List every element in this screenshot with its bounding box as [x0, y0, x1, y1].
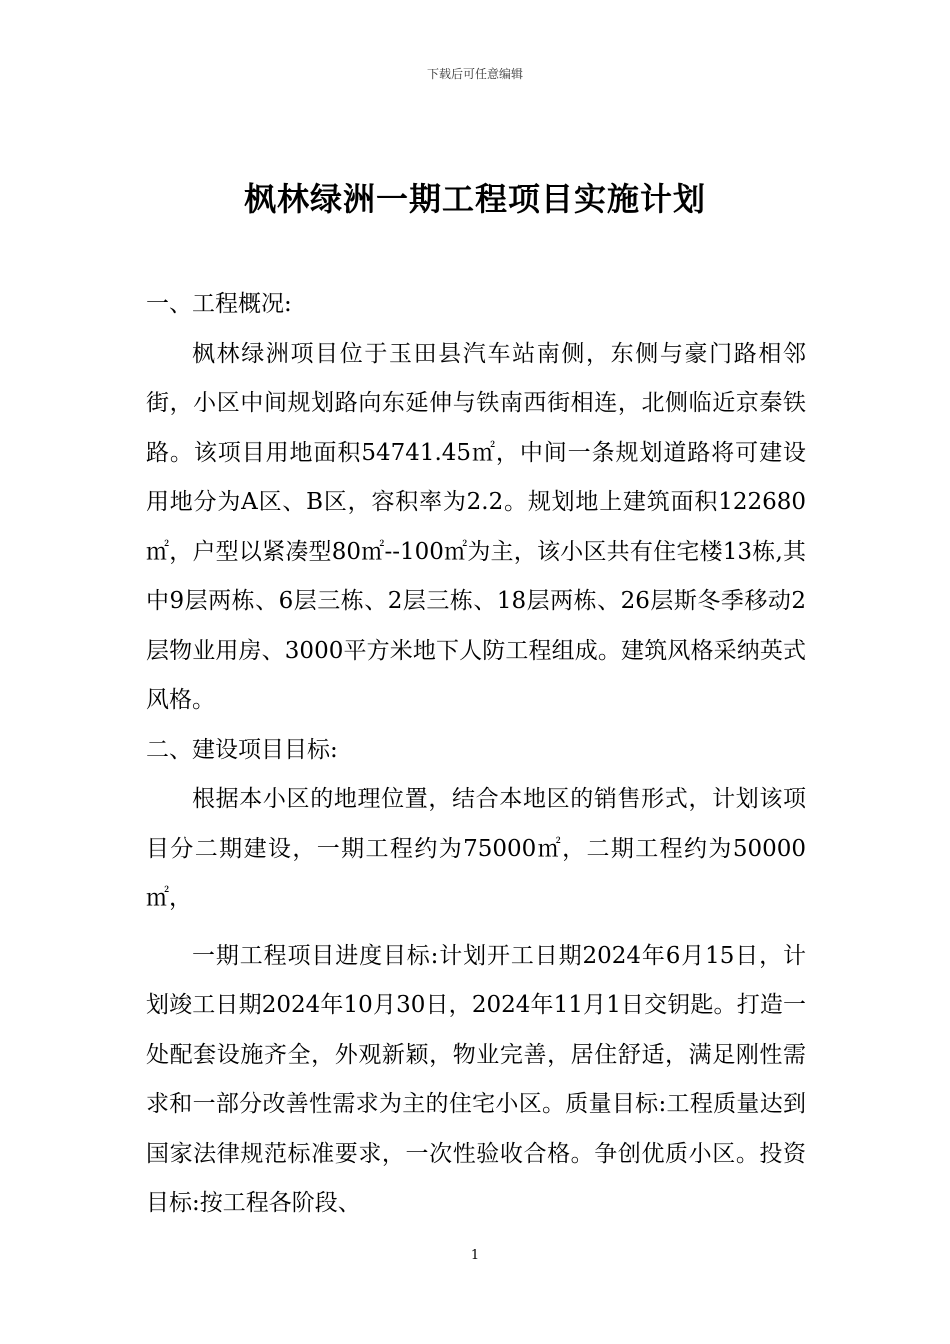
document-title: 枫林绿洲一期工程项目实施计划	[243, 180, 706, 218]
section-heading-overview: 一、工程概况:	[146, 291, 292, 317]
paragraph-schedule-goals: 一期工程项目进度目标:计划开工日期2024年6月15日，计划竣工日期2024年10月30日，2024年11月1日交钥匙。打造一处配套设施齐全，外观新颖，物业完善，居住舒适，满足刚性需求和一部分改善性需求为主的住宅小区。质量目标:工程质量达到国家法律规范标准要求，一次性验收合格。争创优质小区。投资目标:按工程各阶段、	[146, 942, 806, 1216]
page-number: 1	[470, 1248, 480, 1263]
document-body	[146, 280, 806, 1229]
paragraph-construction-plan: 根据本小区的地理位置，结合本地区的销售形式，计划该项目分二期建设，一期工程约为75000㎡，二期工程约为50000㎡，	[146, 786, 806, 911]
section-heading-goals: 二、建设项目目标:	[146, 736, 338, 763]
page-header: 下载后可任意编辑	[426, 67, 523, 81]
paragraph-overview: 枫林绿洲项目位于玉田县汽车站南侧，东侧与豪门路相邻街，小区中间规划路向东延伸与铁南西街相连，北侧临近京秦铁路。该项目用地面积54741.45㎡，中间一条规划道路将可建设用地分为A区、B区，容积率为2.2。规划地上建筑面积122680㎡，户型以紧凑型80㎡--100㎡为主，该小区共有住宅楼13栋,其中9层两栋、6层三栋、2层三栋、18层两栋、26层斯冬季移动2层物业用房、3000平方米地下人防工程组成。建筑风格采纳英式风格。	[146, 340, 806, 713]
